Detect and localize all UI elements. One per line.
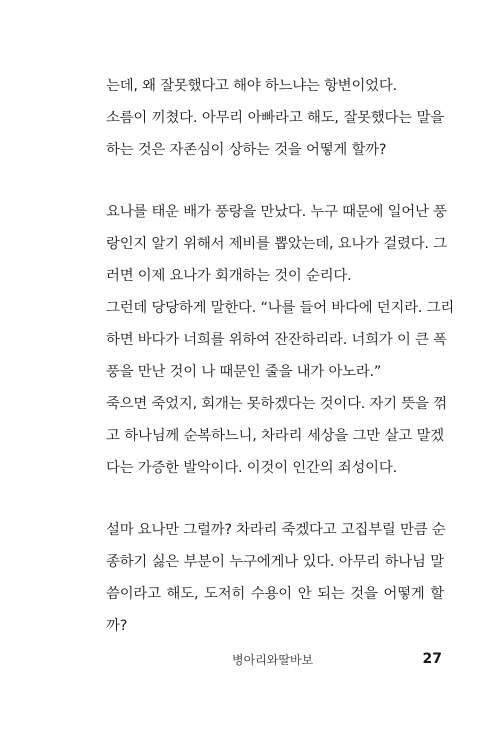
paragraph-3-line-3: 씀이라고 해도, 도저히 수용이 안 되는 것을 어떻게 할 (106, 586, 444, 602)
paragraph-gap (106, 484, 444, 514)
paragraph-3-line-2: 종하기 싫은 부분이 누구에게나 있다. 아무리 하나님 말 (106, 554, 444, 570)
body-text (106, 70, 455, 642)
paragraph-1-line-1: 는데, 왜 잘못했다고 해야 하느냐는 항변이었다. (106, 78, 397, 94)
paragraph-2-line-2: 랑인지 알기 위해서 제비를 뽑았는데, 요나가 걸렸다. 그 (106, 236, 447, 252)
paragraph-2-line-9: 다는 가증한 발악이다. 이것이 인간의 죄성이다. (106, 460, 397, 476)
paragraph-3-line-4: 까? (106, 618, 128, 634)
paragraph-1-line-3: 하는 것은 자존심이 상하는 것을 어떻게 할까? (106, 142, 387, 158)
paragraph-2-line-8: 고 하나님께 순복하느니, 차라리 세상을 그만 살고 말겠 (106, 428, 444, 444)
paragraph-2-line-4: 그런데 당당하게 말한다. “나를 들어 바다에 던지라. 그리 (106, 300, 455, 316)
paragraph-2-line-7: 죽으면 죽었지, 회개는 못하겠다는 것이다. 자기 뜻을 꺾 (106, 396, 447, 412)
paragraph-3-line-1: 설마 요나만 그럴까? 차라리 죽겠다고 고집부릴 만큼 순 (106, 522, 446, 538)
page-footer (0, 648, 500, 672)
paragraph-1-line-2: 소름이 끼쳤다. 아무리 아빠라고 해도, 잘못했다는 말을 (106, 110, 444, 126)
paragraph-2-line-6: 풍을 만난 것이 나 때문인 줄을 내가 아노라.” (106, 364, 382, 380)
page-number: 27 (422, 651, 442, 667)
paragraph-2-line-1: 요나를 태운 배가 풍랑을 만났다. 누구 때문에 일어난 풍 (106, 204, 447, 220)
paragraph-2-line-5: 하면 바다가 너희를 위하여 잔잔하리라. 너희가 이 큰 폭 (106, 332, 447, 348)
paragraph-gap (106, 166, 444, 196)
running-title: 병아리와딸바보 (232, 653, 314, 667)
paragraph-2-line-3: 러면 이제 요나가 회개하는 것이 순리다. (106, 268, 352, 284)
